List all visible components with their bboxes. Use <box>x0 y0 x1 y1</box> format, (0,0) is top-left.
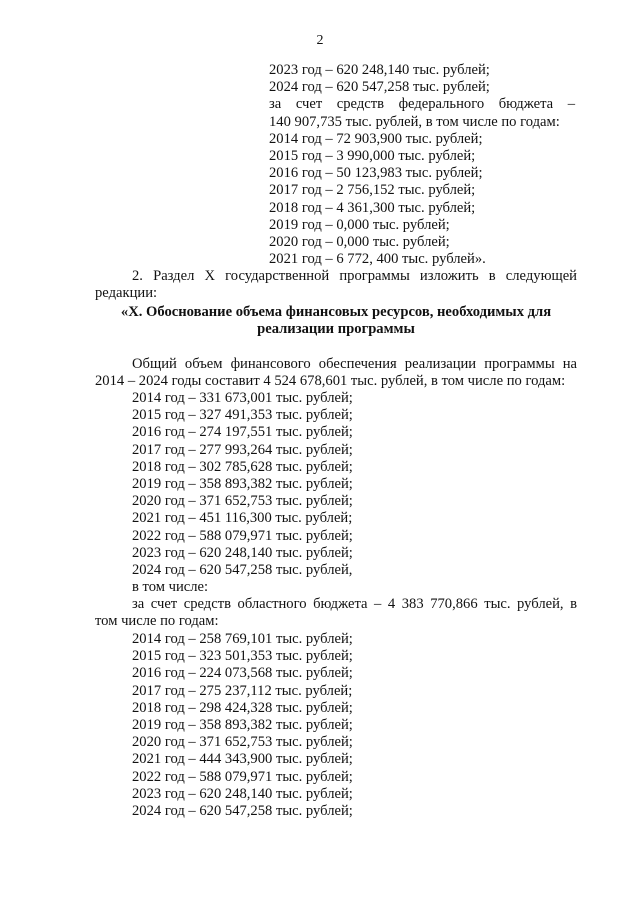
year-line: 2018 год – 4 361,300 тыс. рублей; <box>269 199 476 216</box>
total-years-list <box>132 390 572 596</box>
list-item: 2015 год – 327 491,353 тыс. рублей; <box>132 407 353 424</box>
list-item: 2014 год – 258 769,101 тыс. рублей; <box>132 631 353 647</box>
year-line: 2019 год – 0,000 тыс. рублей; <box>269 216 450 233</box>
regional-funding-paragraph <box>95 596 577 630</box>
year-line: 2015 год – 3 990,000 тыс. рублей; <box>269 148 476 165</box>
year-line: 2024 год – 620 547,258 тыс. рублей; <box>269 79 490 96</box>
list-item: 2019 год – 358 893,382 тыс. рублей; <box>132 717 353 734</box>
year-line: 2020 год – 0,000 тыс. рублей; <box>269 234 450 251</box>
page-number: 2 <box>316 33 324 48</box>
year-line: 2016 год – 50 123,983 тыс. рублей; <box>269 165 483 182</box>
list-item: 2024 год – 620 547,258 тыс. рублей; <box>132 803 353 820</box>
federal-budget-total-line: 140 907,735 тыс. рублей, в том числе по годам: <box>269 113 560 130</box>
year-line: 2023 год – 620 248,140 тыс. рублей; <box>269 62 490 78</box>
list-item: 2020 год – 371 652,753 тыс. рублей; <box>132 734 353 751</box>
list-item: 2014 год – 331 673,001 тыс. рублей; <box>132 390 353 406</box>
item-2-line: редакции: <box>95 285 158 302</box>
list-item: 2019 год – 358 893,382 тыс. рублей; <box>132 476 353 493</box>
regional-years-list <box>132 631 572 820</box>
section-heading-line: реализации программы <box>257 321 415 338</box>
year-line: 2014 год – 72 903,900 тыс. рублей; <box>269 130 483 147</box>
section-heading-line: «X. Обоснование объема финансовых ресурсов, необходимых для <box>120 304 552 320</box>
list-item: 2023 год – 620 248,140 тыс. рублей; <box>132 544 353 561</box>
year-line: 2017 год – 2 756,152 тыс. рублей; <box>269 182 476 199</box>
list-item: 2017 год – 275 237,112 тыс. рублей; <box>132 682 353 699</box>
list-item: 2015 год – 323 501,353 тыс. рублей; <box>132 648 353 665</box>
list-item: 2018 год – 302 785,628 тыс. рублей; <box>132 458 353 475</box>
regional-funding-line: за счет средств областного бюджета – 4 383 770,866 тыс. рублей, в <box>132 596 577 612</box>
year-line: 2021 год – 6 772, 400 тыс. рублей». <box>269 251 486 268</box>
list-item: 2016 год – 274 197,551 тыс. рублей; <box>132 424 353 441</box>
regional-funding-line: том числе по годам: <box>95 613 219 630</box>
list-item: 2020 год – 371 652,753 тыс. рублей; <box>132 493 353 510</box>
federal-budget-line: за счет средств федерального бюджета – <box>269 96 575 113</box>
total-funding-line: Общий объем финансового обеспечения реализации программы на <box>132 356 577 372</box>
item-2-paragraph <box>95 268 577 302</box>
list-item: 2022 год – 588 079,971 тыс. рублей; <box>132 527 353 544</box>
total-funding-line: 2014 – 2024 годы составит 4 524 678,601 тыс. рублей, в том числе по годам: <box>95 373 566 390</box>
federal-funding-block <box>269 62 575 268</box>
in-that-number-label: в том числе: <box>132 579 209 596</box>
list-item: 2024 год – 620 547,258 тыс. рублей, <box>132 562 353 579</box>
section-heading <box>95 304 577 338</box>
total-funding-paragraph <box>95 356 577 390</box>
list-item: 2023 год – 620 248,140 тыс. рублей; <box>132 785 353 802</box>
list-item: 2016 год – 224 073,568 тыс. рублей; <box>132 665 353 682</box>
list-item: 2017 год – 277 993,264 тыс. рублей; <box>132 441 353 458</box>
item-2-line: 2. Раздел X государственной программы изложить в следующей <box>132 268 577 284</box>
list-item: 2021 год – 444 343,900 тыс. рублей; <box>132 751 353 768</box>
list-item: 2021 год – 451 116,300 тыс. рублей; <box>132 510 353 527</box>
list-item: 2018 год – 298 424,328 тыс. рублей; <box>132 699 353 716</box>
list-item: 2022 год – 588 079,971 тыс. рублей; <box>132 768 353 785</box>
